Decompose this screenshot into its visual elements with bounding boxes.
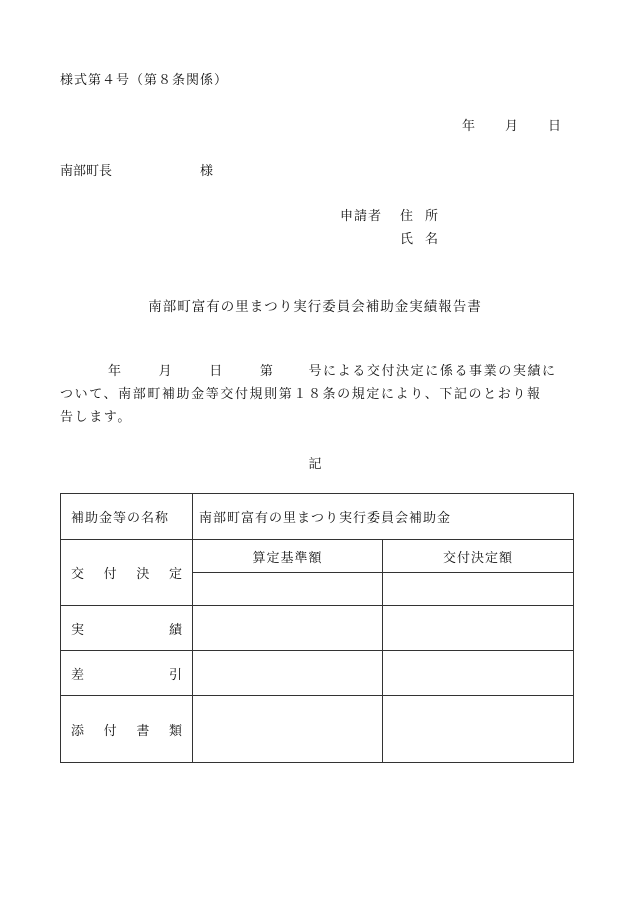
col-header-santei: 算定基準額 (193, 540, 383, 573)
sashihiki-kofu-cell (383, 651, 574, 696)
table-row-jisseki (61, 606, 574, 651)
jisseki-label: 実 績 (61, 606, 193, 651)
sashihiki-label: 差 引 (61, 651, 193, 696)
col-header-kofu-ketteigaku: 交付決定額 (383, 540, 574, 573)
report-table (60, 493, 574, 763)
date-line (462, 115, 561, 134)
date-month: 月 (505, 119, 519, 134)
jisseki-santei-cell (193, 606, 383, 651)
body-month: 月 (158, 364, 174, 379)
table-row-subsidy-name (61, 494, 574, 540)
subsidy-name-value: 南部町富有の里まつり実行委員会補助金 (193, 494, 574, 540)
form-number: 様式第４号（第８条関係） (60, 73, 229, 88)
kofu-ketteigaku-value-cell (383, 573, 574, 606)
name-label: 氏名 (400, 232, 451, 247)
body-line-2: ついて、南部町補助金等交付規則第１８条の規定により、下記のとおり報 (60, 387, 542, 402)
jisseki-kofu-cell (383, 606, 574, 651)
ki-heading: 記 (308, 457, 322, 472)
applicant-label: 申請者 (340, 209, 383, 224)
santei-value-cell (193, 573, 383, 606)
body-day: 日 (209, 364, 224, 379)
body-line-1 (60, 360, 574, 383)
body-dai: 第 (259, 364, 275, 379)
tenpu-santei-cell (193, 696, 383, 763)
addressee-name: 南部町長 (60, 164, 113, 179)
tenpu-kofu-cell (383, 696, 574, 763)
table-row-tenpu-shorui (61, 696, 574, 763)
table-row-kofu-kettei (61, 540, 574, 573)
date-day: 日 (548, 119, 562, 134)
body-text (60, 360, 574, 429)
subsidy-name-label: 補助金等の名称 (61, 494, 193, 540)
body-year: 年 (108, 364, 123, 379)
tenpu-shorui-label: 添 付 書 類 (61, 696, 193, 763)
sashihiki-santei-cell (193, 651, 383, 696)
table-row-sashihiki (61, 651, 574, 696)
body-line-3: 告します。 (60, 410, 132, 425)
addressee-honorific: 様 (200, 164, 214, 179)
kofu-kettei-label: 交 付 決 定 (61, 540, 193, 606)
document-title: 南部町富有の里まつり実行委員会補助金実績報告書 (148, 299, 482, 315)
address-label: 住所 (400, 209, 451, 224)
date-year: 年 (462, 119, 476, 134)
body-line-1-rest: 号による交付決定に係る事業の実績に (308, 364, 557, 379)
